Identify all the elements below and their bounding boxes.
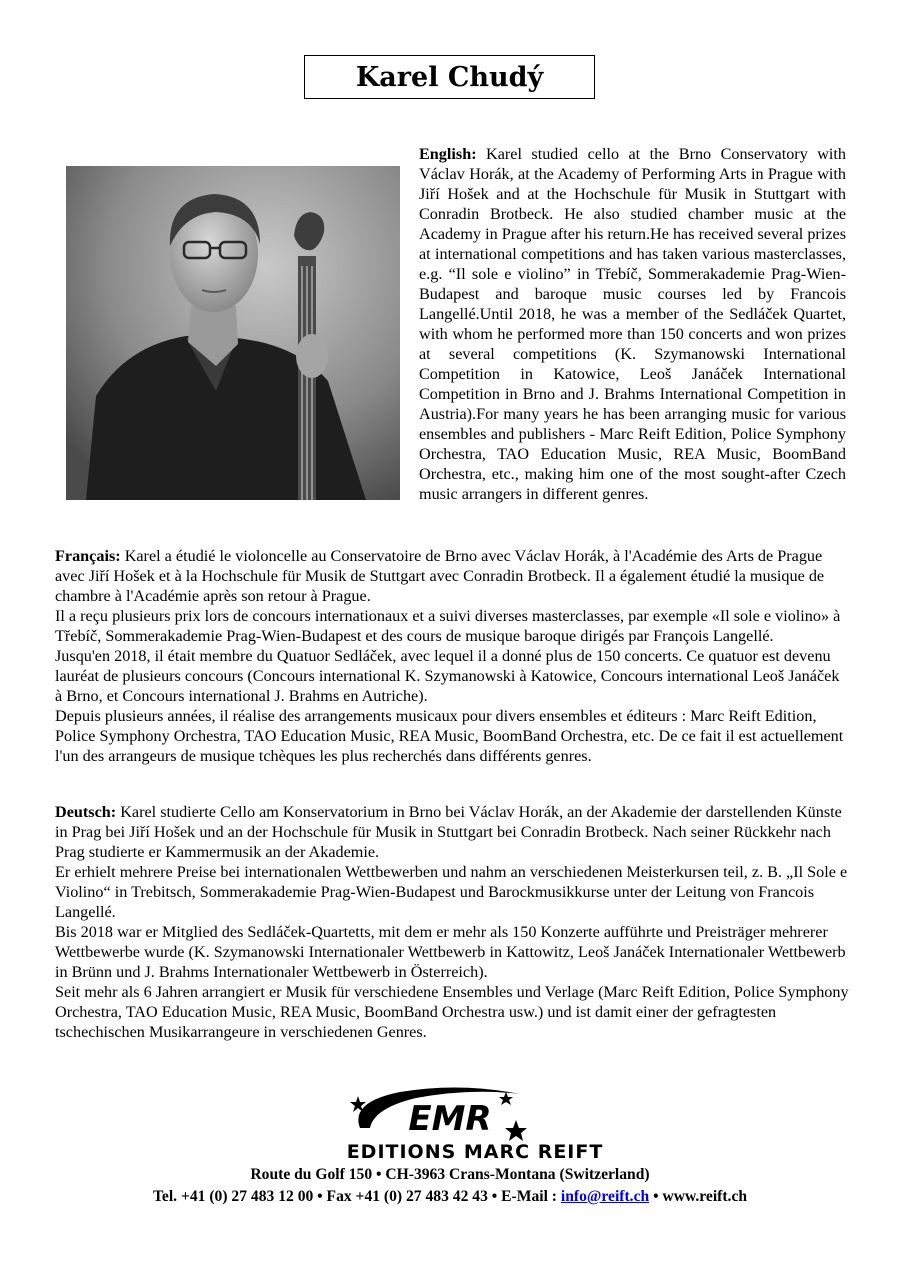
page-title: Karel Chudý xyxy=(355,61,544,93)
footer-address: Route du Golf 150 • CH-3963 Crans-Montana (Switzerland) xyxy=(250,1166,650,1183)
logo-mark: EMR xyxy=(408,1099,492,1139)
emr-logo xyxy=(330,1082,620,1162)
french-label: Français: xyxy=(55,547,121,565)
email-link[interactable]: info@reift.ch xyxy=(560,1188,650,1205)
french-paragraph-1: Karel a étudié le violoncelle au Conservatoire de Brno avec Václav Horák, à l'Académie des Arts de Prague avec Jiří Hošek et à la Hochschule für Musik de Stuttgart avec Conradin Brotbeck. Il a également étudié la musique de chambre à l'Académie après son retour à Prague. xyxy=(55,547,825,605)
english-bio xyxy=(419,144,846,504)
german-label: Deutsch: xyxy=(55,803,117,821)
contact-website[interactable]: • www.reift.ch xyxy=(649,1188,748,1205)
contact-phone-fax: Tel. +41 (0) 27 483 12 00 • Fax +41 (0) 27 483 42 43 • E-Mail : xyxy=(152,1188,561,1205)
french-paragraph-2: Il a reçu plusieurs prix lors de concours internationaux et a suivi diverses masterclasses, par exemple «Il sole e violino» à Třebíč, Sommerakademie Prag-Wien-Budapest et des cours de musique baroque dirigés par François Langellé. xyxy=(55,607,841,645)
german-paragraph-4: Seit mehr als 6 Jahren arrangiert er Musik für verschiedene Ensembles und Verlage (Marc Reift Edition, Police Symphony Orchestra, TAO Education Music, REA Music, BoomBand Orchestra usw.) und ist damit einer der gefragtesten tschechischen Musikarrangeure in verschiedenen Genres. xyxy=(55,983,849,1041)
german-paragraph-1: Karel studierte Cello am Konservatorium in Brno bei Václav Horák, an der Akademie der darstellenden Künste in Prag bei Jiří Hošek und an der Hochschule für Musik in Stuttgart bei Conradin Brotbeck. Nach seiner Rückkehr nach Prag studierte er Kammermusik an der Akademie. xyxy=(55,803,842,861)
portrait-image xyxy=(66,166,400,500)
german-paragraph-3: Bis 2018 war er Mitglied des Sedláček-Quartetts, mit dem er mehr als 150 Konzerte aufführte und Preisträger mehrerer Wettbewerbe wurde (K. Szymanowski Internationaler Wettbewerb in Kattowitz, Leoš Janáček Internationaler Wettbewerb in Brünn und J. Brahms Internationaler Wettbewerb in Österreich). xyxy=(55,923,846,981)
french-bio xyxy=(55,546,850,766)
footer-contact xyxy=(0,1186,900,1207)
french-paragraph-4: Depuis plusieurs années, il réalise des arrangements musicaux pour divers ensembles et éditeurs : Marc Reift Edition, Police Symphony Orchestra, TAO Education Music, REA Music, BoomBand Orchestra, etc. De ce fait il est actuellement l'un des arrangeurs de musique tchèques les plus recherchés dans différents genres. xyxy=(55,707,844,765)
french-paragraph-3: Jusqu'en 2018, il était membre du Quatuor Sedláček, avec lequel il a donné plus de 150 concerts. Ce quatuor est devenu lauréat de plusieurs concours (Concours international K. Szymanowski à Katowice, Concours international Leoš Janáček à Brno, et Concours international J. Brahms en Autriche). xyxy=(55,647,840,705)
portrait-photo xyxy=(66,166,400,500)
english-label: English: xyxy=(419,145,477,163)
title-box xyxy=(304,55,595,99)
german-bio xyxy=(55,802,850,1042)
english-text: Karel studied cello at the Brno Conservatory with Václav Horák, at the Academy of Performing Arts in Prague with Jiří Hošek and at the Hochschule für Musik in Stuttgart with Conradin Brotbeck. He also studied chamber music at the Academy in Prague after his return.He has received several prizes at international competitions and has taken various masterclasses, e.g. “Il sole e violino” in Třebíč, Sommerakademie Prag-Wien-Budapest and baroque music courses led by Francois Langellé.Until 2018, he was a member of the Sedláček Quartet, with whom he performed more than 150 concerts and won prizes at several competitions (K. Szymanowski International Competition in Katowice, Leoš Janáček International Competition in Brno and J. Brahms International Competition in Austria).For many years he has been arranging music for various ensembles and publishers - Marc Reift Edition, Police Symphony Orchestra, TAO Education Music, REA Music, BoomBand Orchestra, etc., making him one of the most sought-after Czech music arrangers in different genres. xyxy=(419,145,846,503)
german-paragraph-2: Er erhielt mehrere Preise bei internationalen Wettbewerben und nahm an verschiedenen Meisterkursen teil, z. B. „Il Sole e Violino“ in Trebitsch, Sommerakademie Prag-Wien-Budapest und Barockmusikkurse unter der Leitung von Francois Langellé. xyxy=(55,863,848,921)
logo-name: EDITIONS MARC REIFT xyxy=(346,1141,604,1162)
